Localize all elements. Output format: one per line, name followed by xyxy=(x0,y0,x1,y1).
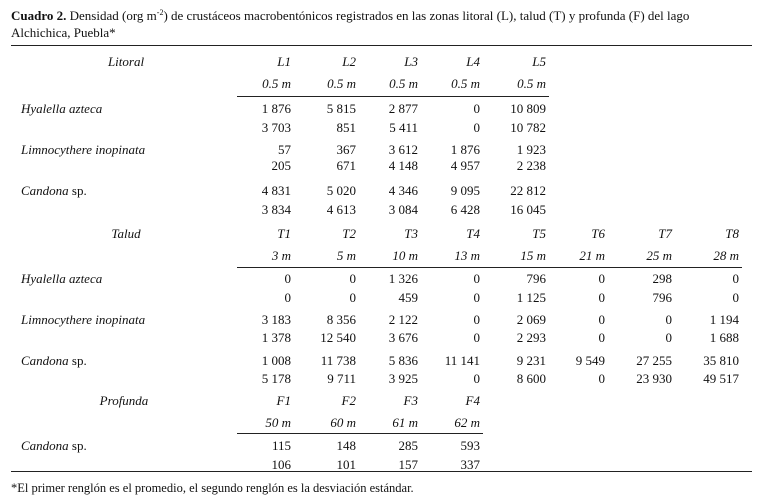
mean-value: 57 xyxy=(278,142,291,157)
station-code: T2 xyxy=(342,226,356,241)
mean-value: 11 141 xyxy=(444,353,480,368)
top-rule xyxy=(11,45,752,46)
sd-value: 0 xyxy=(598,371,605,386)
station-code: L1 xyxy=(277,54,291,69)
sd-value: 3 703 xyxy=(261,120,291,135)
sd-value: 0 xyxy=(473,371,480,386)
sd-value: 459 xyxy=(398,290,418,305)
mean-value: 9 095 xyxy=(450,183,480,198)
section-header-rule xyxy=(237,433,483,434)
station-depth: 62 m xyxy=(454,415,480,430)
caption-text-after: ) de crustáceos macrobentónicos registrados en las zonas litoral (L), talud (T) y profunda (F) del lago Alchichica, Puebla* xyxy=(11,8,690,40)
mean-value: 0 xyxy=(473,271,480,286)
station-depth: 10 m xyxy=(392,248,418,263)
station-depth: 0.5 m xyxy=(517,76,546,91)
footnote: *El primer renglón es el promedio, el segundo renglón es la desviación estándar. xyxy=(11,481,414,495)
mean-value: 1 876 xyxy=(261,101,291,116)
station-code: F3 xyxy=(403,393,418,408)
sd-value: 49 517 xyxy=(703,371,739,386)
species-name: Hyalella azteca xyxy=(21,271,103,286)
mean-value: 9 549 xyxy=(575,353,605,368)
station-code: F1 xyxy=(276,393,291,408)
sd-value: 851 xyxy=(336,120,356,135)
mean-value: 5 020 xyxy=(326,183,356,198)
sd-value: 0 xyxy=(732,290,739,305)
station-code: F4 xyxy=(465,393,480,408)
station-code: L3 xyxy=(404,54,418,69)
mean-value: 0 xyxy=(598,312,605,327)
mean-value: 4 831 xyxy=(261,183,291,198)
mean-value: 1 194 xyxy=(709,312,739,327)
sd-value: 157 xyxy=(398,457,418,472)
mean-value: 285 xyxy=(398,438,418,453)
station-depth: 50 m xyxy=(265,415,291,430)
station-code: T3 xyxy=(404,226,418,241)
table-caption xyxy=(11,7,751,41)
sd-value: 0 xyxy=(473,290,480,305)
mean-value: 3 183 xyxy=(261,312,291,327)
mean-value: 115 xyxy=(271,438,291,453)
station-depth: 0.5 m xyxy=(327,76,356,91)
sd-value: 0 xyxy=(665,330,672,345)
station-depth: 60 m xyxy=(330,415,356,430)
mean-value: 8 356 xyxy=(326,312,356,327)
mean-value: 1 923 xyxy=(516,142,546,157)
sd-value: 1 688 xyxy=(709,330,739,345)
mean-value: 35 810 xyxy=(703,353,739,368)
station-code: T7 xyxy=(658,226,672,241)
sd-value: 9 711 xyxy=(327,371,356,386)
sd-value: 1 378 xyxy=(261,330,291,345)
section-header-rule xyxy=(237,267,742,268)
station-depth: 15 m xyxy=(520,248,546,263)
station-depth: 13 m xyxy=(454,248,480,263)
caption-text-before: Densidad (org m xyxy=(66,8,157,23)
zone-heading: Profunda xyxy=(99,393,149,408)
mean-value: 22 812 xyxy=(510,183,546,198)
sd-value: 0 xyxy=(473,120,480,135)
mean-value: 27 255 xyxy=(636,353,672,368)
station-code: T4 xyxy=(466,226,480,241)
sd-value: 796 xyxy=(652,290,672,305)
mean-value: 0 xyxy=(732,271,739,286)
species-name: Candona sp. xyxy=(21,438,87,453)
species-name: Candona sp. xyxy=(21,353,87,368)
mean-value: 593 xyxy=(460,438,480,453)
mean-value: 0 xyxy=(665,312,672,327)
station-code: T8 xyxy=(725,226,739,241)
sd-value: 101 xyxy=(336,457,356,472)
sd-value: 0 xyxy=(473,330,480,345)
station-code: T5 xyxy=(532,226,546,241)
mean-value: 3 612 xyxy=(388,142,418,157)
caption-superscript: -2 xyxy=(156,8,164,17)
station-code: T1 xyxy=(277,226,291,241)
mean-value: 2 877 xyxy=(388,101,418,116)
station-depth: 5 m xyxy=(336,248,356,263)
mean-value: 2 069 xyxy=(516,312,546,327)
mean-value: 5 836 xyxy=(388,353,418,368)
station-code: F2 xyxy=(341,393,356,408)
station-depth: 0.5 m xyxy=(262,76,291,91)
station-depth: 61 m xyxy=(392,415,418,430)
sd-value: 8 600 xyxy=(516,371,546,386)
sd-value: 3 084 xyxy=(388,202,418,217)
station-depth: 0.5 m xyxy=(451,76,480,91)
sd-value: 12 540 xyxy=(320,330,356,345)
mean-value: 0 xyxy=(349,271,356,286)
sd-value: 2 293 xyxy=(516,330,546,345)
species-name: Limnocythere inopinata xyxy=(21,142,146,157)
mean-value: 10 809 xyxy=(510,101,546,116)
station-code: L4 xyxy=(466,54,480,69)
mean-value: 0 xyxy=(473,101,480,116)
sd-value: 4 613 xyxy=(326,202,356,217)
section-header-rule xyxy=(237,96,549,97)
mean-value: 298 xyxy=(652,271,672,286)
mean-value: 0 xyxy=(598,271,605,286)
mean-value: 5 815 xyxy=(326,101,356,116)
sd-value: 3 925 xyxy=(388,371,418,386)
sd-value: 5 411 xyxy=(389,120,418,135)
mean-value: 0 xyxy=(284,271,291,286)
sd-value: 205 xyxy=(271,158,291,173)
mean-value: 11 738 xyxy=(320,353,356,368)
sd-value: 337 xyxy=(460,457,480,472)
sd-value: 16 045 xyxy=(510,202,546,217)
species-name: Hyalella azteca xyxy=(21,101,103,116)
mean-value: 367 xyxy=(336,142,356,157)
species-name: Candona sp. xyxy=(21,183,87,198)
mean-value: 1 326 xyxy=(388,271,418,286)
sd-value: 23 930 xyxy=(636,371,672,386)
station-depth: 0.5 m xyxy=(389,76,418,91)
sd-value: 4 957 xyxy=(450,158,480,173)
station-code: L5 xyxy=(532,54,546,69)
mean-value: 2 122 xyxy=(388,312,418,327)
mean-value: 148 xyxy=(336,438,356,453)
station-depth: 28 m xyxy=(713,248,739,263)
station-depth: 3 m xyxy=(271,248,291,263)
mean-value: 9 231 xyxy=(516,353,546,368)
station-code: L2 xyxy=(342,54,356,69)
species-name: Limnocythere inopinata xyxy=(21,312,146,327)
sd-value: 671 xyxy=(336,158,356,173)
sd-value: 2 238 xyxy=(516,158,546,173)
sd-value: 10 782 xyxy=(510,120,546,135)
sd-value: 4 148 xyxy=(388,158,418,173)
sd-value: 5 178 xyxy=(261,371,291,386)
station-depth: 21 m xyxy=(579,248,605,263)
station-code: T6 xyxy=(591,226,605,241)
mean-value: 796 xyxy=(526,271,546,286)
sd-value: 0 xyxy=(284,290,291,305)
sd-value: 0 xyxy=(598,290,605,305)
mean-value: 0 xyxy=(473,312,480,327)
sd-value: 6 428 xyxy=(450,202,480,217)
sd-value: 3 676 xyxy=(388,330,418,345)
sd-value: 0 xyxy=(349,290,356,305)
mean-value: 1 008 xyxy=(261,353,291,368)
mean-value: 1 876 xyxy=(450,142,480,157)
sd-value: 106 xyxy=(271,457,291,472)
zone-heading: Talud xyxy=(111,226,141,241)
zone-heading: Litoral xyxy=(107,54,145,69)
station-depth: 25 m xyxy=(646,248,672,263)
mean-value: 4 346 xyxy=(388,183,418,198)
sd-value: 1 125 xyxy=(516,290,546,305)
caption-label: Cuadro 2. xyxy=(11,8,67,23)
sd-value: 3 834 xyxy=(261,202,291,217)
sd-value: 0 xyxy=(598,330,605,345)
